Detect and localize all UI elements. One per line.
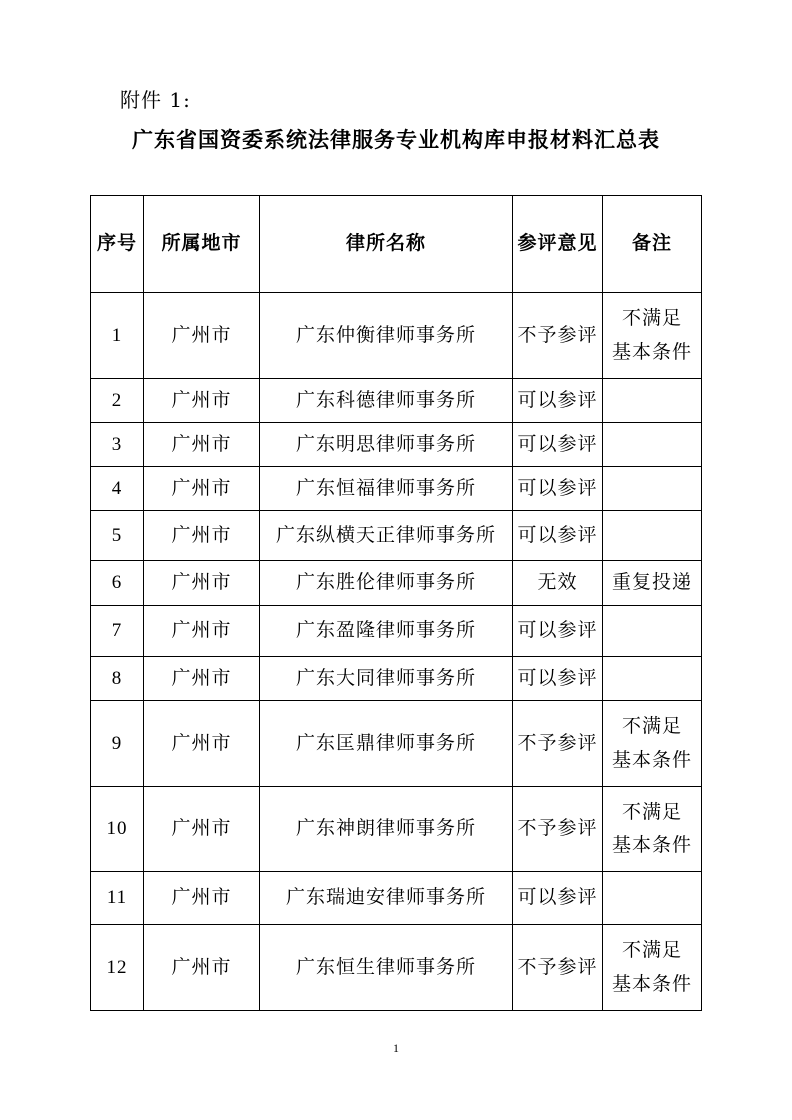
table-row [91, 511, 702, 561]
row-index-cell: 10 [91, 787, 144, 872]
row-firm-cell: 广东盈隆律师事务所 [260, 606, 513, 657]
row-note-text: 不满足 基本条件 [611, 307, 692, 363]
row-opinion-cell: 可以参评 [513, 872, 603, 925]
header-note: 备注 [603, 196, 702, 293]
row-opinion-cell: 不予参评 [513, 787, 603, 872]
row-index-cell: 4 [91, 467, 144, 511]
row-firm-cell: 广东神朗律师事务所 [260, 787, 513, 872]
row-city-cell: 广州市 [144, 423, 260, 467]
row-firm-cell: 广东胜伦律师事务所 [260, 561, 513, 606]
row-opinion-cell: 可以参评 [513, 606, 603, 657]
header-opinion: 参评意见 [513, 196, 603, 293]
table-row [91, 379, 702, 423]
row-opinion-cell: 可以参评 [513, 657, 603, 701]
table-row [91, 925, 702, 1011]
table-row [91, 561, 702, 606]
row-note-cell [603, 606, 702, 657]
row-opinion-cell: 可以参评 [513, 423, 603, 467]
row-city-cell: 广州市 [144, 701, 260, 787]
row-index-cell: 2 [91, 379, 144, 423]
row-note-cell [603, 561, 702, 606]
row-firm-cell: 广东大同律师事务所 [260, 657, 513, 701]
table-row [91, 872, 702, 925]
row-note-text: 重复投递 [611, 571, 692, 594]
table-row [91, 293, 702, 379]
row-firm-cell: 广东明思律师事务所 [260, 423, 513, 467]
table-row [91, 657, 702, 701]
row-index-cell: 6 [91, 561, 144, 606]
row-note-cell [603, 925, 702, 1011]
row-note-cell [603, 293, 702, 379]
row-city-cell: 广州市 [144, 925, 260, 1011]
row-opinion-cell: 可以参评 [513, 511, 603, 561]
table-row [91, 467, 702, 511]
row-opinion-cell: 可以参评 [513, 467, 603, 511]
table-body [91, 293, 702, 1011]
row-index-cell: 1 [91, 293, 144, 379]
row-note-cell [603, 872, 702, 925]
row-opinion-cell: 不予参评 [513, 925, 603, 1011]
row-note-text: 不满足 基本条件 [611, 939, 692, 995]
row-opinion-cell: 不予参评 [513, 293, 603, 379]
row-note-cell [603, 701, 702, 787]
row-note-cell [603, 511, 702, 561]
attachment-label: 附件 1: [120, 88, 191, 112]
row-opinion-cell: 可以参评 [513, 379, 603, 423]
document-title: 广东省国资委系统法律服务专业机构库申报材料汇总表 [132, 127, 660, 152]
row-firm-cell: 广东科德律师事务所 [260, 379, 513, 423]
row-city-cell: 广州市 [144, 293, 260, 379]
row-city-cell: 广州市 [144, 657, 260, 701]
row-firm-cell: 广东恒生律师事务所 [260, 925, 513, 1011]
row-note-cell [603, 657, 702, 701]
row-city-cell: 广州市 [144, 511, 260, 561]
header-index: 序号 [91, 196, 144, 293]
row-firm-cell: 广东仲衡律师事务所 [260, 293, 513, 379]
row-opinion-cell: 不予参评 [513, 701, 603, 787]
row-city-cell: 广州市 [144, 561, 260, 606]
row-index-cell: 9 [91, 701, 144, 787]
row-firm-cell: 广东瑞迪安律师事务所 [260, 872, 513, 925]
page-number: 1 [393, 1041, 399, 1055]
row-index-cell: 5 [91, 511, 144, 561]
row-index-cell: 7 [91, 606, 144, 657]
table-header-row [91, 196, 702, 293]
row-firm-cell: 广东纵横天正律师事务所 [260, 511, 513, 561]
row-index-cell: 3 [91, 423, 144, 467]
table-row [91, 423, 702, 467]
table-row [91, 787, 702, 872]
row-city-cell: 广州市 [144, 787, 260, 872]
row-note-cell [603, 423, 702, 467]
row-city-cell: 广州市 [144, 606, 260, 657]
row-index-cell: 8 [91, 657, 144, 701]
row-note-text: 不满足 基本条件 [611, 800, 692, 856]
row-note-cell [603, 379, 702, 423]
row-firm-cell: 广东恒福律师事务所 [260, 467, 513, 511]
row-note-text: 不满足 基本条件 [611, 715, 692, 771]
row-index-cell: 11 [91, 872, 144, 925]
summary-table [90, 195, 702, 1011]
row-city-cell: 广州市 [144, 872, 260, 925]
row-city-cell: 广州市 [144, 379, 260, 423]
row-note-cell [603, 787, 702, 872]
header-firm: 律所名称 [260, 196, 513, 293]
row-note-cell [603, 467, 702, 511]
table-row [91, 606, 702, 657]
header-city: 所属地市 [144, 196, 260, 293]
row-opinion-cell: 无效 [513, 561, 603, 606]
table-row [91, 701, 702, 787]
row-index-cell: 12 [91, 925, 144, 1011]
row-city-cell: 广州市 [144, 467, 260, 511]
row-firm-cell: 广东匡鼎律师事务所 [260, 701, 513, 787]
